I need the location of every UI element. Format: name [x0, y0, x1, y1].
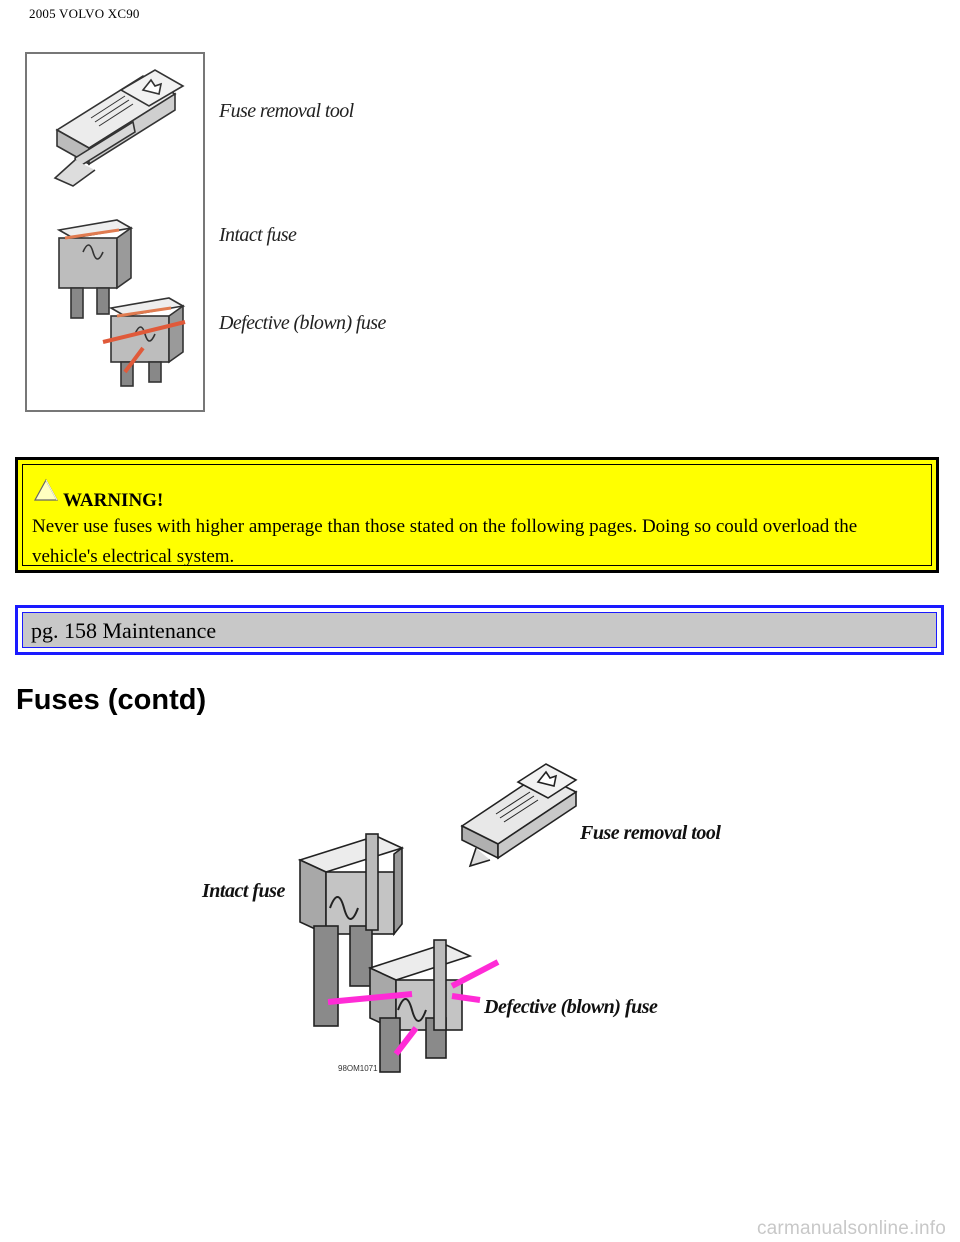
warning-title: WARNING!	[63, 490, 164, 511]
figure1-label-removal-tool: Fuse removal tool	[219, 100, 354, 122]
figure2-label-removal-tool: Fuse removal tool	[580, 822, 721, 844]
section-title: Fuses (contd)	[16, 684, 207, 716]
figure2-code: 98OM1071	[338, 1064, 378, 1073]
warning-box-inner	[22, 464, 932, 566]
page-bar-text: pg. 158 Maintenance	[31, 618, 217, 643]
figure1-label-intact-fuse: Intact fuse	[219, 224, 297, 246]
warning-text: Never use fuses with higher amperage than those stated on the following pages. Doing so could overload the vehicle's electrical system.	[32, 516, 858, 567]
page-bar-inner	[22, 612, 937, 648]
figure2-label-intact-fuse: Intact fuse	[202, 880, 285, 902]
page-bar	[15, 605, 944, 655]
figure2-label-defective-fuse: Defective (blown) fuse	[484, 996, 658, 1018]
figure1	[25, 52, 445, 412]
figure2	[180, 748, 760, 1088]
document-header: 2005 VOLVO XC90	[29, 6, 140, 21]
fuse-removal-tool-illustration	[55, 70, 183, 186]
warning-box	[15, 457, 939, 573]
watermark: carmanualsonline.info	[756, 1218, 946, 1239]
fuse-removal-tool-illustration-2	[462, 764, 576, 866]
warning-triangle-icon	[33, 478, 59, 502]
defective-fuse-illustration	[103, 298, 185, 386]
figure1-label-defective-fuse: Defective (blown) fuse	[219, 312, 386, 334]
intact-fuse-illustration	[59, 220, 131, 318]
